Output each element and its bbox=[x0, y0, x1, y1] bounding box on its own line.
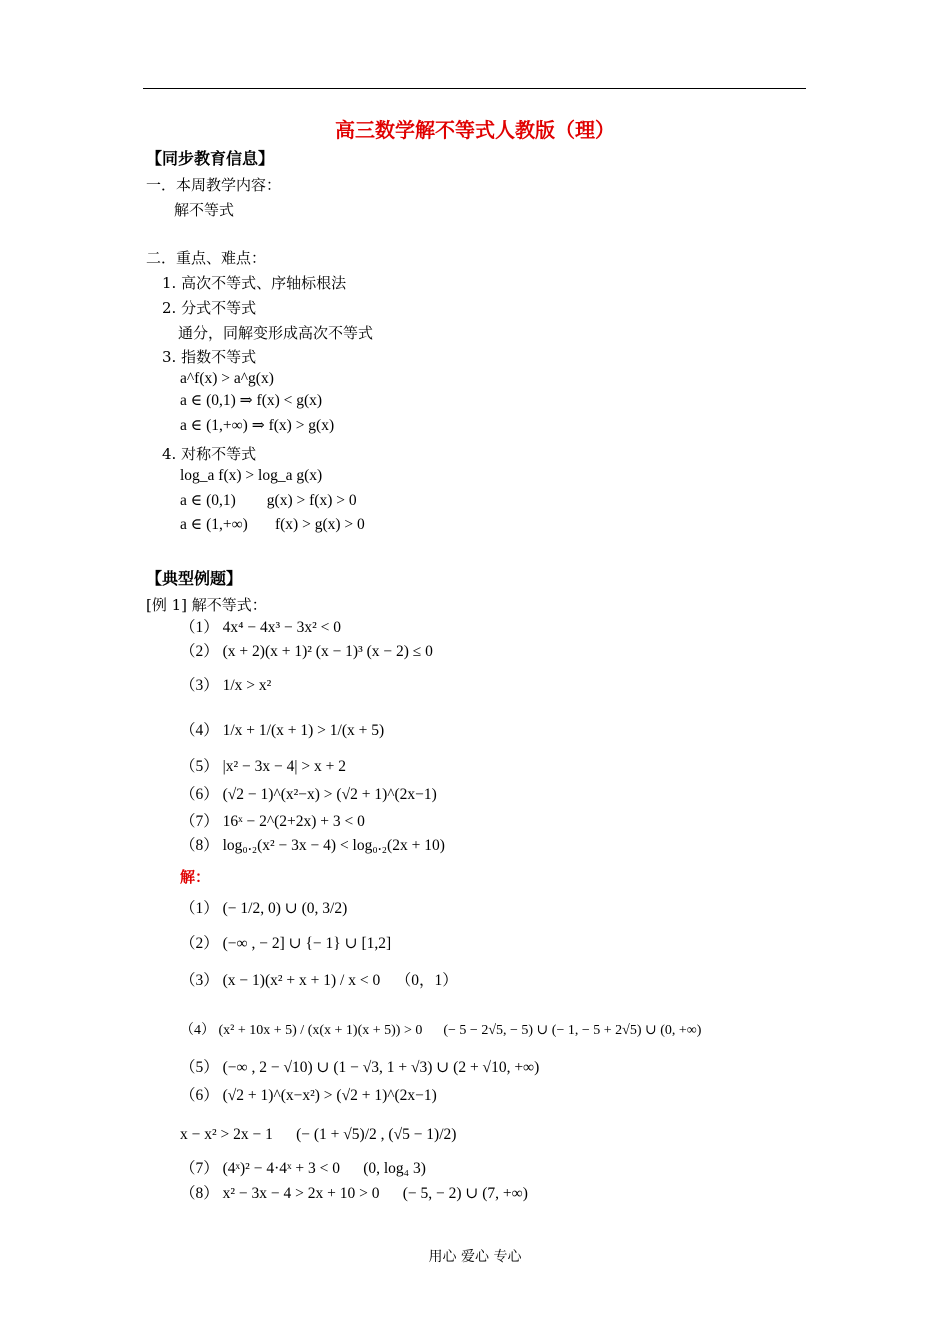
solution-line: （6） (√2 + 1)^(x−x²) > (√2 + 1)^(2x−1) bbox=[180, 1087, 437, 1104]
problem-line: （8） log₀.₂(x² − 3x − 4) < log₀.₂(2x + 10) bbox=[180, 837, 445, 854]
page-title: 高三数学解不等式人教版（理） bbox=[335, 118, 615, 142]
problem-line: （4） 1/x + 1/(x + 1) > 1/(x + 5) bbox=[180, 722, 385, 739]
math-line: a ∈ (0,1) g(x) > f(x) > 0 bbox=[180, 492, 357, 509]
problem-line: （5） |x² − 3x − 4| > x + 2 bbox=[180, 758, 346, 775]
math-line: log_a f(x) > log_a g(x) bbox=[180, 467, 323, 484]
point-line: 1. 高次不等式、序轴标根法 bbox=[162, 274, 347, 292]
problem-line: （2） (x + 2)(x + 1)² (x − 1)³ (x − 2) ≤ 0 bbox=[180, 643, 433, 660]
solution-line: （7） (4ˣ)² − 4·4ˣ + 3 < 0 (0, log₄ 3) bbox=[180, 1160, 426, 1177]
point-line: 2. 分式不等式 bbox=[162, 299, 257, 317]
problem-line: （6） (√2 − 1)^(x²−x) > (√2 + 1)^(2x−1) bbox=[180, 786, 437, 803]
solution-line: （8） x² − 3x − 4 > 2x + 10 > 0 (− 5, − 2) ∪ (7, +∞) bbox=[180, 1185, 528, 1202]
problem-line: （7） 16ˣ − 2^(2+2x) + 3 < 0 bbox=[180, 813, 365, 830]
point-line: 4. 对称不等式 bbox=[162, 445, 257, 463]
solution-line: （3） (x − 1)(x² + x + 1) / x < 0 （0，1） bbox=[180, 972, 458, 989]
math-line: a ∈ (1,+∞) ⇒ f(x) > g(x) bbox=[180, 417, 335, 434]
header-rule bbox=[143, 88, 806, 89]
math-line: a ∈ (0,1) ⇒ f(x) < g(x) bbox=[180, 392, 323, 409]
example-label: [例 1] 解不等式： bbox=[146, 596, 267, 614]
solution-line: （5） (−∞ , 2 − √10) ∪ (1 − √3, 1 + √3) ∪ (2 + √10, +∞) bbox=[180, 1059, 540, 1076]
solution-line: x − x² > 2x − 1 (− (1 + √5)/2 , (√5 − 1)/2) bbox=[180, 1126, 457, 1143]
point-line: 通分，同解变形成高次不等式 bbox=[178, 324, 374, 342]
page-footer: 用心 爱心 专心 bbox=[428, 1249, 522, 1265]
problem-line: （1） 4x⁴ − 4x³ − 3x² < 0 bbox=[180, 619, 342, 636]
solution-line: （1） (− 1/2, 0) ∪ (0, 3/2) bbox=[180, 900, 348, 917]
item-key-points-label: 二．重点、难点： bbox=[146, 249, 267, 267]
item-weekly-content-label: 一．本周教学内容： bbox=[146, 176, 282, 194]
problem-line: （3） 1/x > x² bbox=[180, 677, 272, 694]
solution-line: （4） (x² + 10x + 5) / (x(x + 1)(x + 5)) > 0 (− 5 − 2√5, − 5) ∪ (− 1, − 5 + 2√5) ∪ (0, +∞) bbox=[180, 1023, 702, 1038]
item-weekly-content-text: 解不等式 bbox=[174, 201, 235, 219]
section-heading-examples: 【典型例题】 bbox=[146, 569, 243, 588]
math-line: a ∈ (1,+∞) f(x) > g(x) > 0 bbox=[180, 516, 365, 533]
section-heading-sync: 【同步教育信息】 bbox=[146, 149, 275, 168]
solution-line: （2） (−∞ , − 2] ∪ {− 1} ∪ [1,2] bbox=[180, 935, 392, 952]
math-line: a^f(x) > a^g(x) bbox=[180, 370, 274, 387]
point-line: 3. 指数不等式 bbox=[162, 348, 257, 366]
solution-label: 解： bbox=[180, 868, 211, 886]
